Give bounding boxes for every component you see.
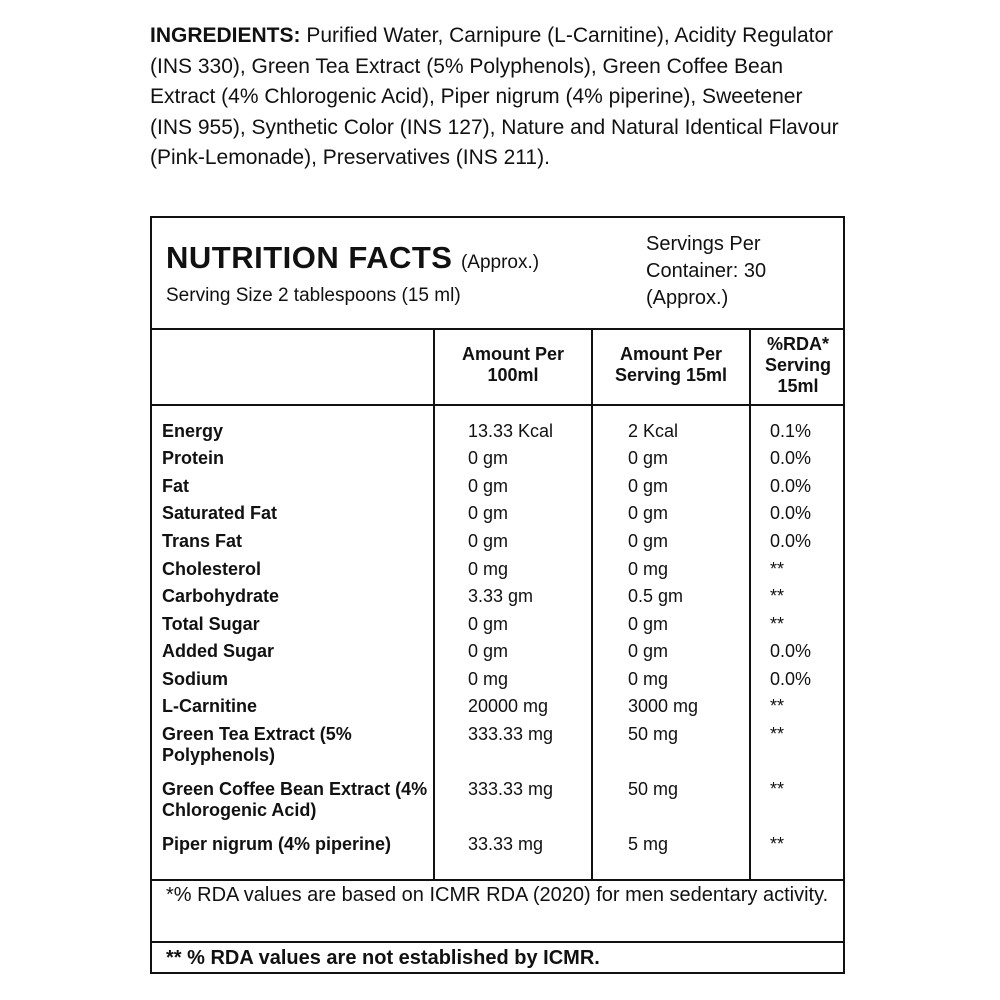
amount-per-serving: 0 mg: [628, 559, 669, 579]
servings-per-container: Servings Per Container: 30 (Approx.): [646, 233, 767, 309]
nutrient-name: L-Carnitine: [162, 696, 258, 716]
nutrient-name: Saturated Fat: [162, 503, 278, 523]
rda-value: 0.0%: [770, 476, 812, 496]
column-divider-2: [591, 328, 593, 879]
amount-per-100ml: 13.33 Kcal: [468, 421, 554, 441]
nutrient-name: Total Sugar: [162, 614, 260, 634]
amount-per-100ml: 333.33 mg: [468, 779, 554, 799]
amount-per-100ml: 0 mg: [468, 669, 509, 689]
amount-per-100ml: 20000 mg: [468, 696, 549, 716]
amount-per-serving: 3000 mg: [628, 696, 699, 716]
ingredients-paragraph: [150, 21, 840, 174]
rda-value: **: [770, 696, 785, 716]
amount-per-serving: 0 gm: [628, 531, 669, 551]
amount-per-100ml: 0 gm: [468, 531, 509, 551]
ingredients-label: INGREDIENTS:: [150, 24, 301, 47]
rda-value: 0.0%: [770, 448, 812, 468]
nutrient-name: Green Tea Extract (5% Polyphenols): [162, 724, 352, 765]
nutrition-facts-note: (Approx.): [460, 252, 540, 273]
amount-per-100ml: 0 gm: [468, 503, 509, 523]
amount-per-100ml: 0 mg: [468, 559, 509, 579]
rda-value: 0.0%: [770, 641, 812, 661]
amount-per-100ml: 333.33 mg: [468, 724, 554, 744]
amount-per-serving: 0 gm: [628, 448, 669, 468]
amount-per-serving: 0 mg: [628, 669, 669, 689]
rda-value: 0.0%: [770, 669, 812, 689]
amount-per-serving: 0 gm: [628, 614, 669, 634]
nutrient-name: Sodium: [162, 669, 228, 689]
rda-value: **: [770, 586, 785, 606]
nutrient-name: Added Sugar: [162, 641, 275, 661]
rda-footnote: *% RDA values are based on ICMR RDA (2020) for men sedentary activity.: [166, 884, 829, 906]
ingredients-text: Purified Water, Carnipure (L-Carnitine), Acidity Regulator (INS 330), Green Tea Extract (5% Polyphenols), Green Coffee Bean Extract (4% Chlorogenic Acid), Piper nigrum (4% piperine), Sweetener (INS 955), Synthetic Color (INS 127), Nature and Natural Identical Flavour (Pink-Lemonade), Preservatives (INS 211).: [150, 24, 839, 169]
nutrition-facts-title: NUTRITION FACTS: [166, 240, 453, 275]
rda-value: **: [770, 559, 785, 579]
amount-per-serving: 50 mg: [628, 779, 679, 799]
nutrition-facts-heading: [166, 240, 539, 276]
nutrient-name: Carbohydrate: [162, 586, 280, 606]
amount-per-serving: 0 gm: [628, 503, 669, 523]
rda-value: 0.0%: [770, 531, 812, 551]
header-rda: %RDA* Serving 15ml: [764, 334, 832, 396]
nutrient-name: Energy: [162, 421, 224, 441]
rda-value: 0.0%: [770, 503, 812, 523]
column-divider-1: [433, 328, 435, 879]
amount-per-100ml: 0 gm: [468, 476, 509, 496]
amount-per-serving: 50 mg: [628, 724, 679, 744]
column-divider-3: [749, 328, 751, 879]
nutrient-name: Fat: [162, 476, 189, 496]
amount-per-100ml: 0 gm: [468, 614, 509, 634]
serving-size: Serving Size 2 tablespoons (15 ml): [166, 285, 461, 306]
rda-value: **: [770, 834, 785, 854]
rda-value: **: [770, 724, 785, 744]
nutrient-name: Green Coffee Bean Extract (4% Chlorogenic Acid): [162, 779, 428, 820]
amount-per-serving: 0 gm: [628, 476, 669, 496]
nutrient-name: Piper nigrum (4% piperine): [162, 834, 392, 854]
amount-per-serving: 0 gm: [628, 641, 669, 661]
amount-per-100ml: 0 gm: [468, 641, 509, 661]
amount-per-100ml: 0 gm: [468, 448, 509, 468]
rda-not-established-note: ** % RDA values are not established by ICMR.: [166, 947, 600, 969]
header-bottom-divider: [152, 404, 843, 406]
amount-per-serving: 5 mg: [628, 834, 669, 854]
rda-value: **: [770, 614, 785, 634]
header-top-divider: [152, 328, 843, 330]
header-per-serving: Amount Per Serving 15ml: [614, 344, 728, 385]
amount-per-100ml: 33.33 mg: [468, 834, 544, 854]
amount-per-serving: 2 Kcal: [628, 421, 679, 441]
nutrient-name: Trans Fat: [162, 531, 243, 551]
nutrition-facts-panel: [150, 216, 845, 974]
nutrient-name: Cholesterol: [162, 559, 262, 579]
nutrient-name: Protein: [162, 448, 225, 468]
footnote-divider: [152, 941, 843, 943]
rda-value: 0.1%: [770, 421, 812, 441]
header-per-100ml: Amount Per 100ml: [461, 344, 564, 385]
rda-value: **: [770, 779, 785, 799]
amount-per-100ml: 3.33 gm: [468, 586, 534, 606]
amount-per-serving: 0.5 gm: [628, 586, 684, 606]
